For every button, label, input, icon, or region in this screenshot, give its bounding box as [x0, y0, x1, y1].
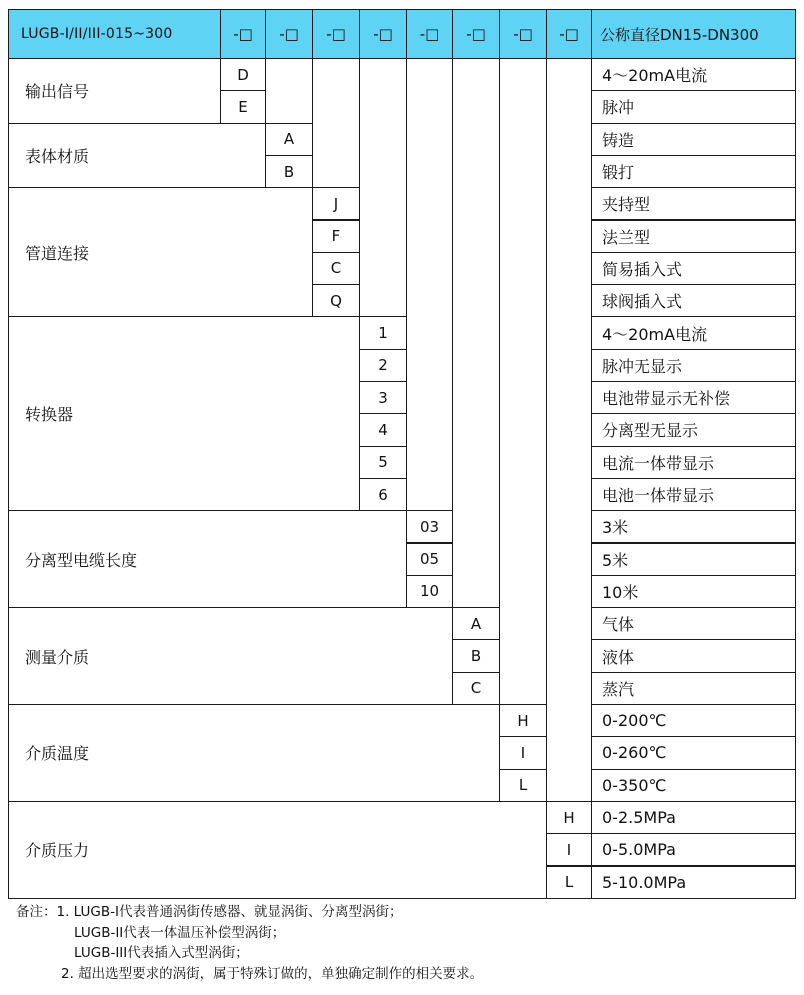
option-description: 气体	[591, 607, 796, 640]
option-code: J	[312, 187, 360, 220]
option-description: 蒸汽	[591, 672, 796, 705]
header-code-slot: -□	[499, 9, 547, 59]
option-description: 夹持型	[591, 187, 796, 220]
note-line-1: 备注：1. LUGB-I代表普通涡街传感器、就显涡街、分离型涡街；	[16, 904, 403, 920]
option-description: 0-260℃	[591, 736, 796, 769]
option-code: I	[499, 736, 547, 769]
column-line	[265, 58, 266, 123]
group-label: 输出信号	[8, 58, 221, 124]
option-code: 2	[359, 349, 407, 382]
option-description: 法兰型	[591, 220, 796, 253]
header-model: LUGB-I/II/III-015~300	[8, 9, 221, 59]
option-description: 0-200℃	[591, 704, 796, 737]
header-code-slot: -□	[406, 9, 453, 59]
option-description: 4～20mA电流	[591, 316, 796, 349]
option-description: 简易插入式	[591, 252, 796, 285]
option-description: 电池带显示无补偿	[591, 381, 796, 414]
option-description: 电流一体带显示	[591, 446, 796, 479]
option-code: L	[546, 866, 592, 899]
option-code: I	[546, 833, 592, 866]
option-code: L	[499, 769, 547, 802]
note-line-3: LUGB-III代表插入式型涡街；	[74, 945, 249, 961]
option-code: C	[312, 252, 360, 285]
option-description: 电池一体带显示	[591, 478, 796, 511]
option-description: 脉冲无显示	[591, 349, 796, 382]
option-description: 3米	[591, 510, 796, 543]
notes	[16, 902, 483, 984]
group-label: 分离型电缆长度	[8, 510, 407, 608]
header-code-slot: -□	[220, 9, 266, 59]
option-code: 1	[359, 316, 407, 349]
group-label: 表体材质	[8, 123, 266, 189]
option-description: 5米	[591, 543, 796, 576]
header-code-slot: -□	[359, 9, 407, 59]
option-description: 液体	[591, 639, 796, 672]
column-line	[406, 58, 407, 510]
option-code: 5	[359, 446, 407, 479]
group-label: 介质压力	[8, 801, 547, 899]
option-description: 0-2.5MPa	[591, 801, 796, 834]
option-description: 10米	[591, 575, 796, 608]
column-line	[499, 58, 500, 704]
option-code: A	[265, 123, 313, 156]
column-line	[546, 58, 547, 801]
option-description: 球阀插入式	[591, 284, 796, 317]
option-description: 0-350℃	[591, 769, 796, 802]
option-code: C	[452, 672, 500, 705]
note-line-4: 2. 超出选型要求的涡街，属于特殊订做的，单独确定制作的相关要求。	[61, 965, 484, 982]
header-code-slot: -□	[452, 9, 500, 59]
column-line	[795, 58, 796, 898]
column-line	[591, 58, 592, 898]
group-label: 管道连接	[8, 187, 313, 317]
option-code: 3	[359, 381, 407, 414]
header-code-slot: -□	[546, 9, 592, 59]
option-description: 铸造	[591, 123, 796, 156]
column-line	[452, 58, 453, 607]
option-code: 10	[406, 575, 453, 608]
option-code: H	[499, 704, 547, 737]
option-code: F	[312, 220, 360, 253]
option-code: H	[546, 801, 592, 834]
group-label: 转换器	[8, 316, 360, 511]
column-line	[359, 58, 360, 316]
header-spec: 公称直径DN15-DN300	[591, 9, 796, 59]
option-description: 0-5.0MPa	[591, 833, 796, 866]
option-code: E	[220, 90, 266, 123]
option-description: 4～20mA电流	[591, 58, 796, 91]
header-code-slot: -□	[312, 9, 360, 59]
group-label: 测量介质	[8, 607, 453, 705]
option-description: 5-10.0MPa	[591, 866, 796, 899]
option-code: Q	[312, 284, 360, 317]
group-label: 介质温度	[8, 704, 500, 802]
option-code: D	[220, 58, 266, 91]
option-code: 6	[359, 478, 407, 511]
option-code: B	[452, 639, 500, 672]
column-line	[312, 58, 313, 187]
note-line-2: LUGB-II代表一体温压补偿型涡街；	[74, 924, 286, 941]
option-code: 05	[406, 543, 453, 576]
option-code: A	[452, 607, 500, 640]
option-code: B	[265, 155, 313, 188]
option-description: 分离型无显示	[591, 413, 796, 446]
option-description: 锻打	[591, 155, 796, 188]
option-description: 脉冲	[591, 90, 796, 123]
option-code: 03	[406, 510, 453, 543]
header-code-slot: -□	[265, 9, 313, 59]
option-code: 4	[359, 413, 407, 446]
